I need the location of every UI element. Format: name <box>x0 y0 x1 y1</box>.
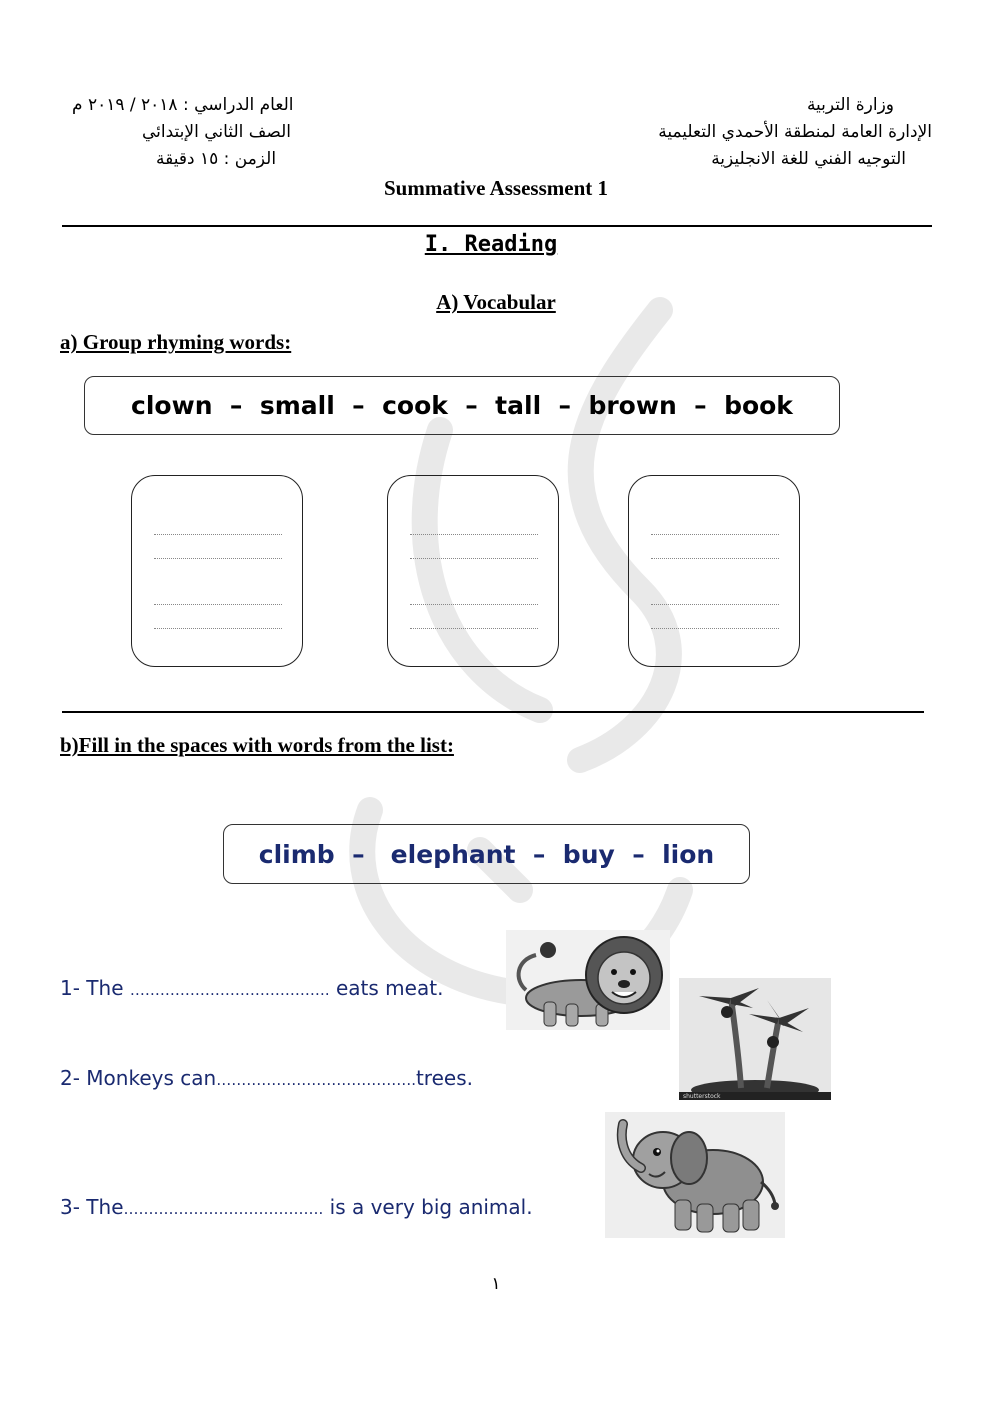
lion-image <box>506 930 670 1030</box>
answer-line[interactable] <box>651 604 779 605</box>
answer-line[interactable] <box>651 558 779 559</box>
question-2-end: trees. <box>415 1066 473 1090</box>
department-name: التوجيه الفني للغة الانجليزية <box>711 149 906 169</box>
question-3-start: 3- The <box>60 1195 124 1219</box>
time-allowed: الزمن : ١٥ دقيقة <box>156 149 277 169</box>
question-1-start: 1- The <box>60 976 130 1000</box>
question-3-end: is a very big animal. <box>323 1195 533 1219</box>
rhyming-word-list: clown – small – cook – tall – brown – book <box>131 391 793 420</box>
question-1 <box>60 976 443 1000</box>
fill-word-bank <box>223 824 750 884</box>
page-number: ١ <box>491 1274 501 1294</box>
answer-line[interactable] <box>410 628 538 629</box>
answer-line[interactable] <box>154 628 282 629</box>
answer-line[interactable] <box>651 628 779 629</box>
answer-line[interactable] <box>154 604 282 605</box>
district-name: الإدارة العامة لمنطقة الأحمدي التعليمية <box>658 122 932 142</box>
part-b-title: b)Fill in the spaces with words from the list: <box>60 733 454 757</box>
fill-word-list: climb – elephant – buy – lion <box>258 839 715 869</box>
school-year: العام الدراسي : ٢٠١٨ / ٢٠١٩ م <box>72 95 294 115</box>
question-3 <box>60 1195 533 1219</box>
header-divider <box>62 225 932 227</box>
question-2-blank[interactable]: …………………………………. <box>216 1071 416 1089</box>
answer-line[interactable] <box>410 558 538 559</box>
palm-trees-image <box>679 978 831 1100</box>
answer-line[interactable] <box>410 604 538 605</box>
answer-line[interactable] <box>651 534 779 535</box>
rhyming-word-bank <box>84 376 840 435</box>
question-2-start: 2- Monkeys can <box>60 1066 217 1090</box>
rhyme-group-box-2 <box>387 475 559 667</box>
answer-line[interactable] <box>410 534 538 535</box>
ministry-name: وزارة التربية <box>806 95 894 115</box>
section-heading: I. Reading <box>424 232 558 257</box>
rhyme-group-box-1 <box>131 475 303 667</box>
question-1-blank[interactable]: …………………………………. <box>129 981 330 999</box>
section-divider <box>62 711 924 713</box>
question-1-end: eats meat. <box>329 976 444 1000</box>
assessment-title: Summative Assessment 1 <box>384 176 608 200</box>
question-2 <box>60 1066 473 1090</box>
palm-caption: shutterstock <box>683 1093 721 1100</box>
rhyme-group-box-3 <box>628 475 800 667</box>
section-subheading: A) Vocabular <box>436 290 556 314</box>
grade-level: الصف الثاني الإبتدائي <box>142 122 291 142</box>
question-3-blank[interactable]: …………………………………. <box>123 1200 324 1218</box>
answer-line[interactable] <box>154 558 282 559</box>
elephant-image <box>605 1112 785 1238</box>
answer-line[interactable] <box>154 534 282 535</box>
part-a-title: a) Group rhyming words: <box>60 330 292 354</box>
